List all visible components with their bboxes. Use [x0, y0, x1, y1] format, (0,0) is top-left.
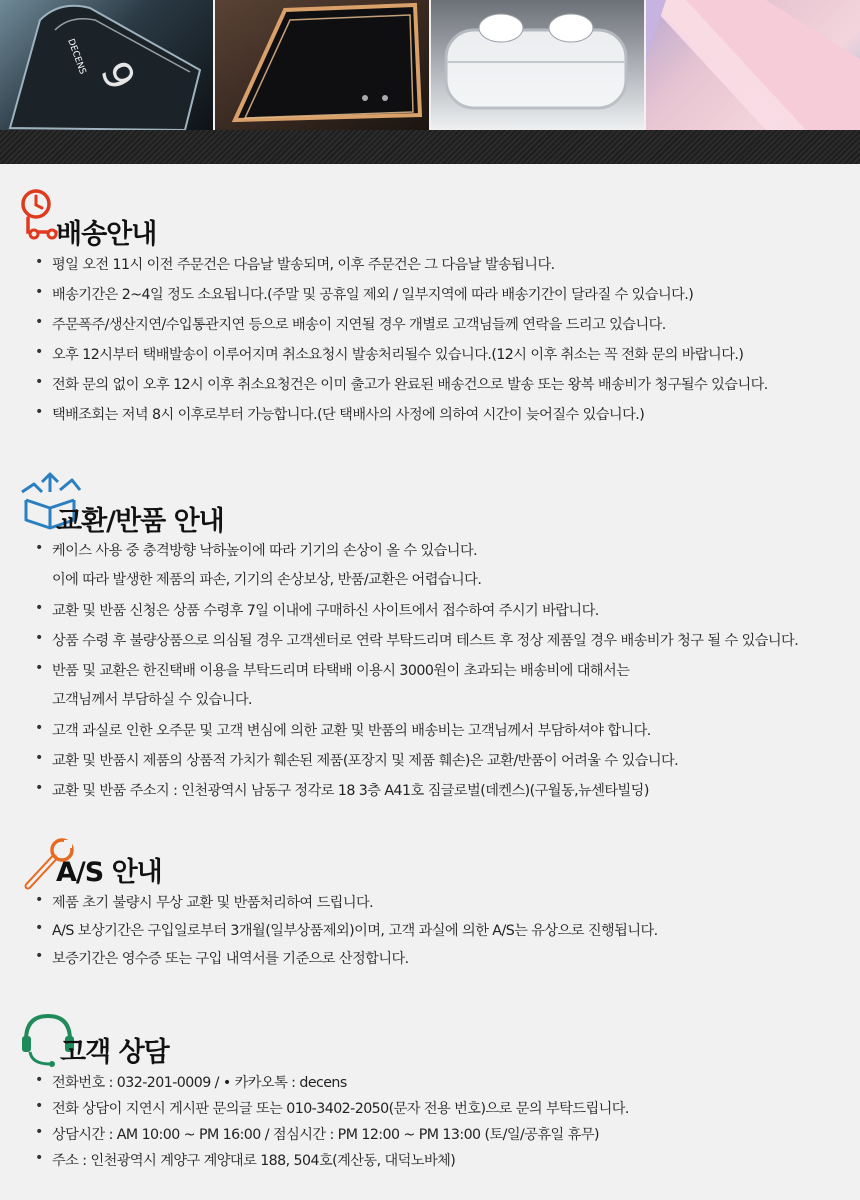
as-header [0, 838, 860, 890]
contact-header [0, 1008, 860, 1068]
product-banner [0, 0, 860, 130]
as-section [0, 838, 860, 967]
list-item: • 교환 및 반품 주소지 : 인천광역시 남동구 정각로 18 3층 A41호 짐글로벌(데켄스)(구월동,뉴센타빌딩) [0, 780, 649, 800]
list-item: • 케이스 사용 중 충격방향 낙하높이에 따라 기기의 손상이 올 수 있습니다. [0, 540, 477, 560]
list-item: 이에 따라 발생한 제품의 파손, 기기의 손상보상, 반품/교환은 어렵습니다. [52, 572, 482, 588]
banner-divider-stripe [0, 130, 860, 164]
as-title: A/S 안내 [56, 857, 162, 888]
shipping-header [0, 188, 860, 250]
svg-text:9: 9 [90, 54, 144, 98]
list-item: • 반품 및 교환은 한진택배 이용을 부탁드리며 타택배 이용시 3000원이 초과되는 배송비에 대해서는 [0, 660, 629, 680]
list-item: • 고객 과실로 인한 오주문 및 고객 변심에 의한 교환 및 반품의 배송비는 고객님께서 부담하셔야 합니다. [0, 720, 651, 740]
list-item: • 오후 12시부터 택배발송이 이루어지며 취소요청시 발송처리될수 있습니다.(12시 이후 취소는 꼭 전화 문의 바랍니다.) [0, 344, 743, 364]
list-item: • 평일 오전 11시 이전 주문건은 다음날 발송되며, 이후 주문건은 그 다음날 발송됩니다. [0, 254, 555, 274]
shipping-title: 배송안내 [56, 219, 157, 250]
list-item: • 주소 : 인천광역시 계양구 계양대로 188, 504호(계산동, 대덕노바체) [0, 1150, 455, 1170]
svg-text:DECENS: DECENS [65, 37, 88, 76]
list-item: • 교환 및 반품 신청은 상품 수령후 7일 이내에 구매하신 사이트에서 접수하여 주시기 바랍니다. [0, 600, 599, 620]
exchange-title: 교환/반품 안내 [56, 506, 224, 537]
list-item: 고객님께서 부담하실 수 있습니다. [52, 692, 253, 708]
screen-protector-photo [0, 0, 213, 130]
list-item: • 택배조회는 저녁 8시 이후로부터 가능합니다.(단 택배사의 사정에 의하여 시간이 늦어질수 있습니다.) [0, 404, 644, 424]
pink-phone-case-photo [646, 0, 860, 130]
list-item: • 상품 수령 후 불량상품으로 의심될 경우 고객센터로 연락 부탁드리며 테스트 후 정상 제품일 경우 배송비가 청구 될 수 있습니다. [0, 630, 798, 650]
shipping-section [0, 188, 860, 423]
list-item: • 교환 및 반품시 제품의 상품적 가치가 훼손된 제품(포장지 및 제품 훼손)은 교환/반품이 어려울 수 있습니다. [0, 750, 678, 770]
list-item: • 보증기간은 영수증 또는 구입 내역서를 기준으로 산정합니다. [0, 948, 409, 968]
contact-title: 고객 상담 [60, 1037, 169, 1068]
metal-bumper-case-photo [215, 0, 430, 130]
list-item: • A/S 보상기간은 구입일로부터 3개월(일부상품제외)이며, 고객 과실에 의한 A/S는 유상으로 진행됩니다. [0, 920, 658, 940]
exchange-header [0, 470, 860, 537]
list-item: • 상담시간 : AM 10:00 ~ PM 16:00 / 점심시간 : PM 12:00 ~ PM 13:00 (토/일/공휴일 휴무) [0, 1124, 599, 1144]
clear-earbuds-case-photo [431, 0, 644, 130]
list-item: • 배송기간은 2~4일 정도 소요됩니다.(주말 및 공휴일 제외 / 일부지역에 따라 배송기간이 달라질 수 있습니다.) [0, 284, 693, 304]
list-item: • 전화 문의 없이 오후 12시 이후 취소요청건은 이미 출고가 완료된 배송건으로 발송 또는 왕복 배송비가 청구될수 있습니다. [0, 374, 768, 394]
list-item: • 제품 초기 불량시 무상 교환 및 반품처리하여 드립니다. [0, 892, 373, 912]
list-item: • 전화 상담이 지연시 게시판 문의글 또는 010-3402-2050(문자 전용 번호)으로 문의 부탁드립니다. [0, 1098, 629, 1118]
list-item: • 주문폭주/생산지연/수입통관지연 등으로 배송이 지연될 경우 개별로 고객님들께 연락을 드리고 있습니다. [0, 314, 666, 334]
list-item: • 전화번호 : 032-201-0009 / • 카카오톡 : decens [0, 1072, 347, 1092]
exchange-section [0, 470, 860, 799]
contact-section [0, 1008, 860, 1169]
